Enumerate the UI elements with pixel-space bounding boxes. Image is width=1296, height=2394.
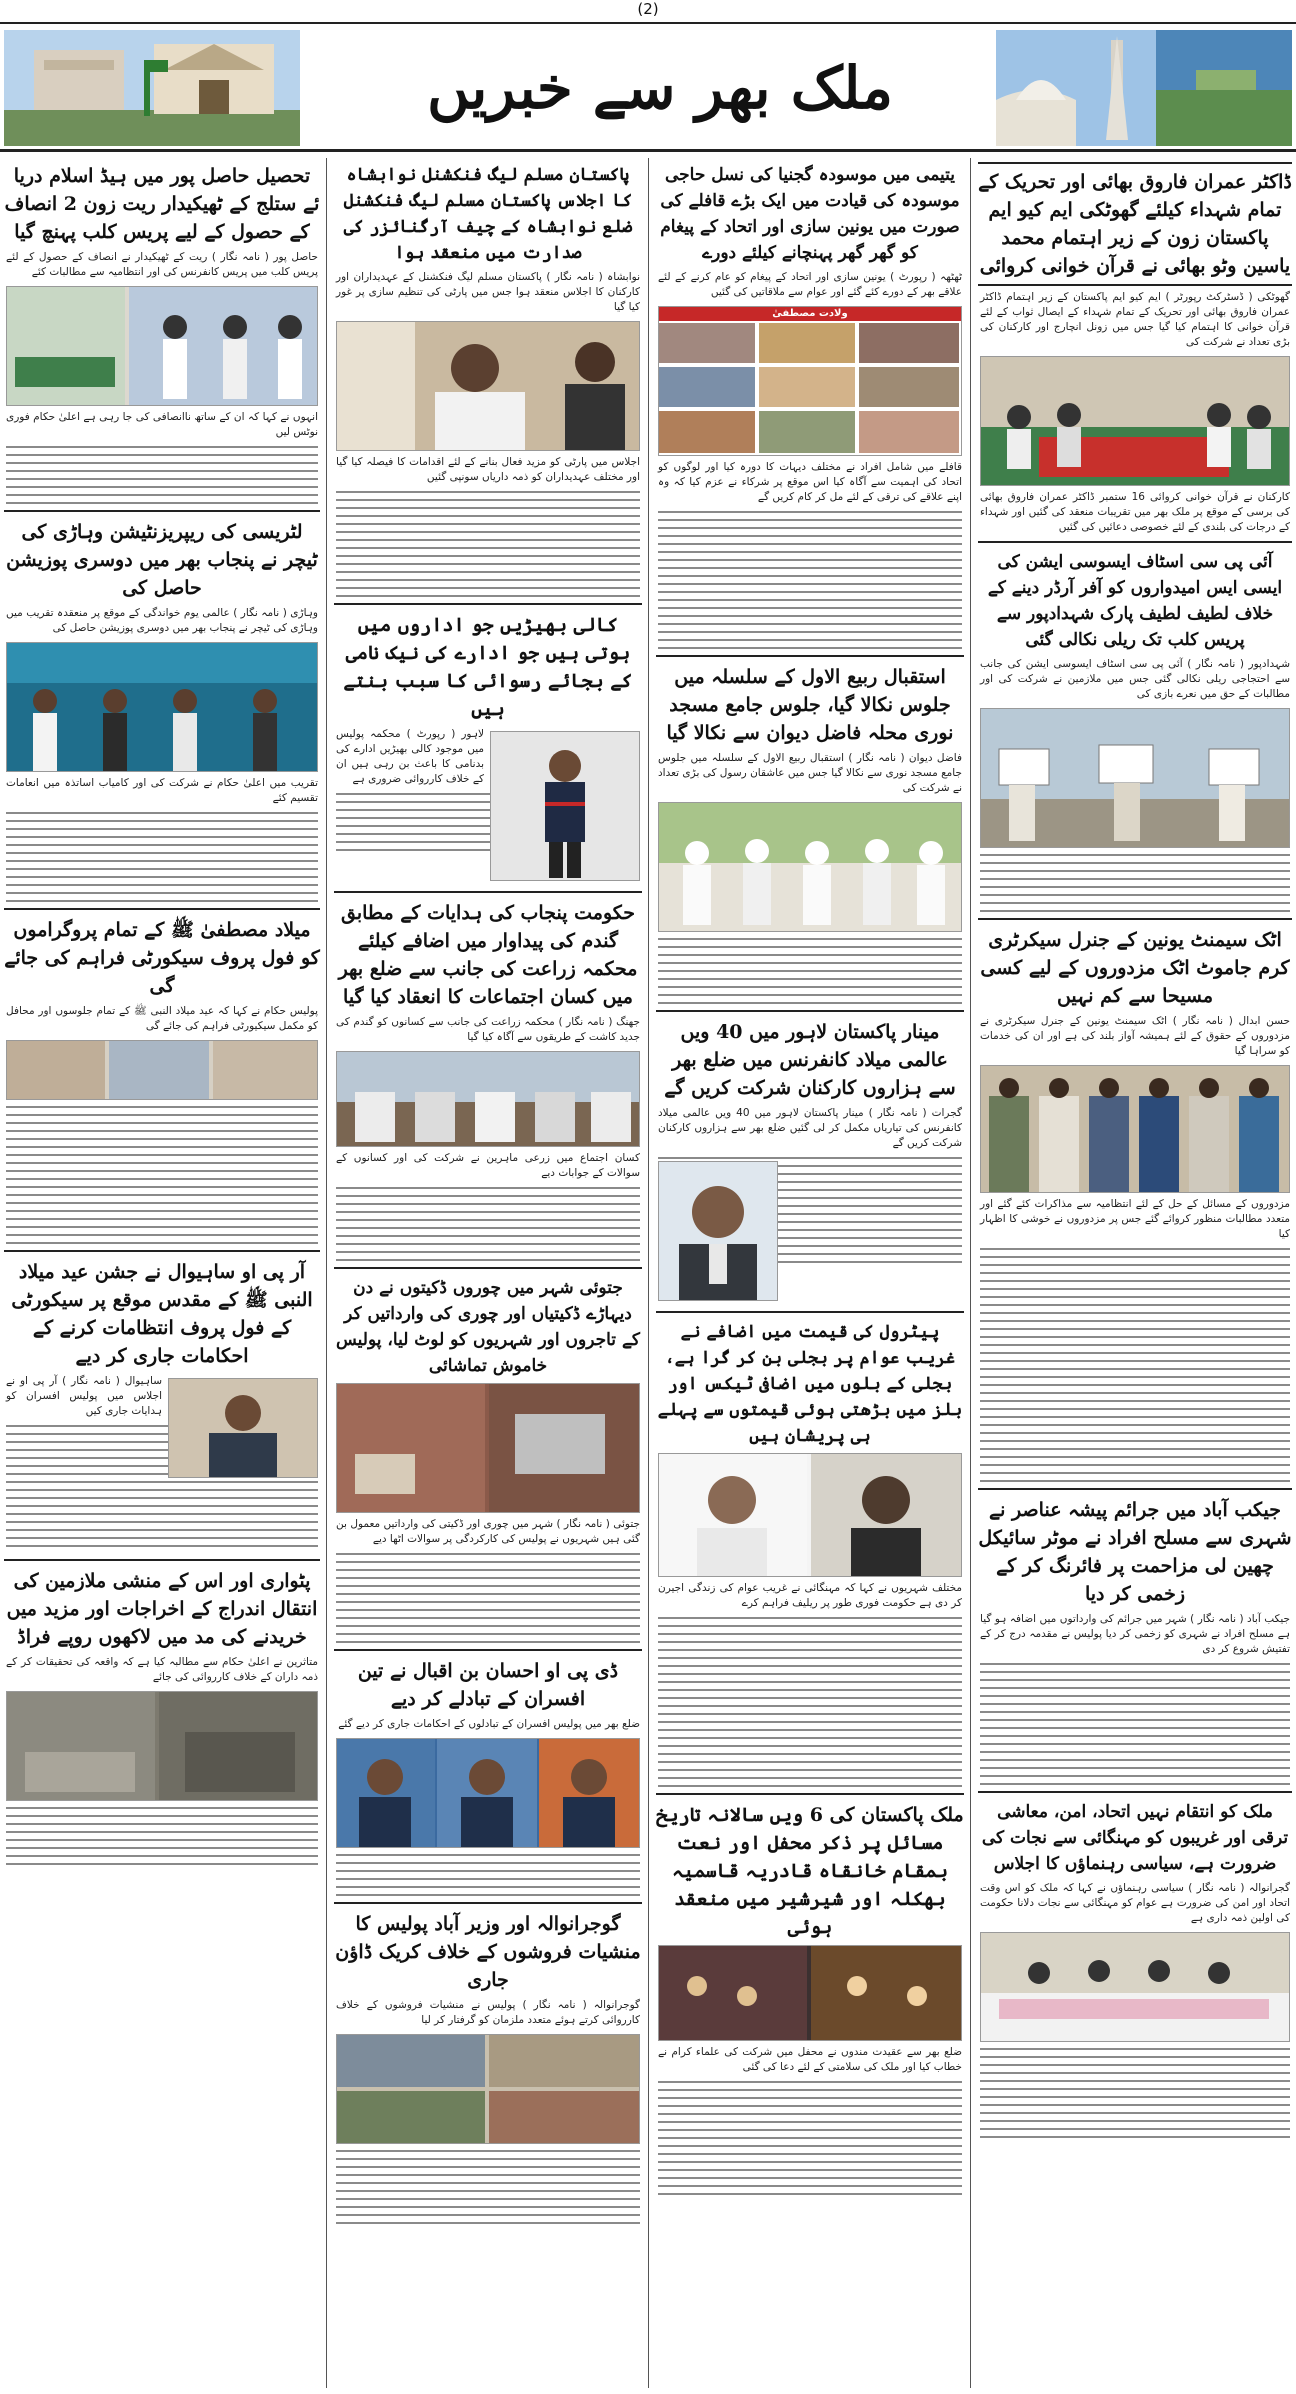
- column-3: [330, 158, 646, 2388]
- masthead-photo-collage-right: [4, 30, 324, 146]
- photo-procession: [658, 802, 962, 932]
- text-lines: [980, 2048, 1290, 2138]
- text-lines: [6, 812, 318, 902]
- page-number: (2): [637, 0, 659, 18]
- divider: [4, 510, 320, 512]
- photo-security-meeting: [6, 1040, 318, 1100]
- article-text: حاصل پور ( نامہ نگار ) ریت کے ٹھیکیدار نے انصاف کے حصول کے لئے پریس کلب میں پریس کانفرنس کی اور انتظامیہ سے مطالبات کئے: [6, 251, 318, 278]
- divider: [334, 1267, 642, 1269]
- photo-banner: ولادت مصطفیٰ: [772, 308, 848, 319]
- column-divider: [648, 158, 649, 2388]
- photo-workers: [980, 1065, 1290, 1193]
- photo-politicians: [336, 321, 640, 451]
- divider: [656, 1010, 964, 1012]
- photo-collage-event: [658, 306, 962, 456]
- article-text: گجرانوالہ ( نامہ نگار ) سیاسی رہنماؤں نے کہا کہ ملک کو اس وقت اتحاد اور امن کی ضرورت ہے عوام کو مہنگائی سے نجات دلانا حکومت کی اولین ذمہ داری ہے: [980, 1882, 1290, 1924]
- photo-robbery-scene: [336, 1383, 640, 1513]
- article-text: جھنگ ( نامہ نگار ) محکمہ زراعت کی جانب سے کسانوں کو گندم کی جدید کاشت کے طریقوں سے آگاہ کیا گیا: [336, 1016, 640, 1043]
- text-lines: [336, 2150, 640, 2224]
- text-lines: [6, 1106, 318, 1244]
- article-text: ضلع بھر میں پولیس افسران کے تبادلوں کے احکامات جاری کر دیے گئے: [338, 1718, 640, 1730]
- headline: تحصیل حاصل پور میں ہیڈ اسلام دریا ئے ستلج کے ٹھیکیدار ریت زون 2 انصاف کے حصول کے لیے پریس کلب پہنچ گیا: [4, 165, 320, 243]
- article-text: ساہیوال ( نامہ نگار ) آر پی او نے اجلاس میں پولیس افسران کو ہدایات جاری کیں: [6, 1375, 162, 1417]
- headline: لٹریسی کی ریپریزنٹیشن وہاڑی کی ٹیچر نے پنجاب بھر میں دوسری پوزیشن حاصل کی: [6, 521, 318, 599]
- headline: ڈاکٹر عمران فاروق بھائی اور تحریک کے تمام شہداء کیلئے گھوٹکی ایم کیو ایم پاکستان زون کے زیر اہتمام محمد یاسین وٹو بھائی نے قرآن خوانی کروائی: [978, 162, 1292, 286]
- photo-land-record: [6, 1691, 318, 1801]
- headline: یتیمی میں موسودہ گجنیا کی نسل حاجی موسودہ کی قیادت میں ایک بڑے قافلے کی صورت میں یونین سازی اور اتحاد کے پیغام کو گھر گھر پہنچانے کیلئے دورے: [660, 165, 960, 263]
- headline: پٹواری اور اس کے منشی ملازمین کی انتقال اندراج کے اخراجات اور مزید میں خریدنے کی مد میں لاکھوں روپے فراڈ: [6, 1570, 318, 1648]
- headline: آر پی او ساہیوال نے جشن عید میلاد النبی ﷺ کے مقدس موقع پر سیکورٹی کے فول پروف انتظامات کرنے کے احکامات جاری کر دیے: [11, 1261, 313, 1367]
- article-text: شہدادپور ( نامہ نگار ) آئی پی سی اسٹاف ایسوسی ایشن کی جانب سے احتجاجی ریلی نکالی گئی جس میں ملازمین نے شرکت کی اور مطالبات کے حق میں نعرے بازی کی: [980, 658, 1290, 700]
- article-text: گھوٹکی ( ڈسٹرکٹ رپورٹر ) ایم کیو ایم پاکستان کے زیر اہتمام ڈاکٹر عمران فاروق بھائی اور تحریک کے تمام شہداء کے ایصال ثواب کے لئے قرآن خوانی کا اہتمام کیا گیا جس میں زونل انچارج اور کارکنان کی بڑی تعداد نے شرکت کی: [980, 291, 1290, 348]
- photo-rpo-portrait: [168, 1378, 318, 1478]
- article-text: وہاڑی ( نامہ نگار ) عالمی یوم خواندگی کے موقع پر منعقدہ تقریب میں وہاڑی کی ٹیچر نے پنجاب بھر میں دوسری پوزیشن حاصل کی: [6, 607, 318, 634]
- divider: [656, 1793, 964, 1795]
- headline: جیکب آباد میں جرائم پیشہ عناصر نے شہری سے مسلح افراد نے موٹر سائیکل چھین لی مزاحمت پر فائرنگ کر کے زخمی کر دیا: [978, 1499, 1292, 1605]
- article-text: حسن ابدال ( نامہ نگار ) اٹک سیمنٹ یونین کے جنرل سیکرٹری نے مزدوروں کے حقوق کے لئے ہمیشہ آواز بلند کی ہے اور ان کی خدمات کو سراہا گیا: [980, 1015, 1290, 1057]
- article-text: کسان اجتماع میں زرعی ماہرین نے شرکت کی اور کسانوں کے سوالات کے جوابات دیے: [336, 1152, 640, 1179]
- photo-meeting: [980, 1932, 1290, 2042]
- article-text: جتوئی ( نامہ نگار ) شہر میں چوری اور ڈکیتی کی وارداتیں معمول بن گئی ہیں شہریوں نے پولیس کی کارکردگی پر سوالات اٹھا دیے: [336, 1518, 640, 1545]
- divider: [978, 1791, 1292, 1793]
- masthead-photo-collage-left: [996, 30, 1292, 146]
- headline: ملک کو انتقام نہیں اتحاد، امن، معاشی ترقی اور غریبوں کو مہنگائی سے نجات کی ضرورت ہے، سیاسی رہنماؤں کا اجلاس: [981, 1802, 1289, 1874]
- column-1: [974, 158, 1296, 2388]
- text-lines: [658, 1617, 962, 1787]
- article-text: گوجرانوالہ ( نامہ نگار ) پولیس نے منشیات فروشوں کے خلاف کارروائی کرتے ہوئے متعدد ملزمان کو گرفتار کر لیا: [336, 1999, 640, 2026]
- text-lines: [6, 1807, 318, 1865]
- photo-rally: [980, 708, 1290, 848]
- headline: میلاد مصطفیٰ ﷺ کے تمام پروگراموں کو فول پروف سیکورٹی فراہم کی جائے گی: [4, 919, 320, 997]
- article-text: انہوں نے کہا کہ ان کے ساتھ ناانصافی کی جا رہی ہے اعلیٰ حکام فوری نوٹس لیں: [6, 411, 318, 438]
- photo-press-club: [6, 286, 318, 406]
- article-text: اجلاس میں پارٹی کو مزید فعال بنانے کے لئے اقدامات کا فیصلہ کیا گیا اور مختلف عہدیداران کو ذمہ داریاں سونپی گئیں: [336, 456, 640, 483]
- headline: مینار پاکستان لاہور میں 40 ویں عالمی میلاد کانفرنس میں ضلع بھر سے ہزاروں کارکنان شرکت کریں گے: [664, 1021, 956, 1099]
- divider: [334, 1649, 642, 1651]
- column-divider: [326, 158, 327, 2388]
- text-lines: [336, 1553, 640, 1643]
- article-text: گجرات ( نامہ نگار ) مینار پاکستان لاہور میں 40 ویں عالمی میلاد کانفرنس کی تیاریاں مکمل کر لی گئیں ضلع بھر سے ہزاروں کارکنان شرکت کریں گے: [658, 1107, 962, 1149]
- article-text: نوابشاہ ( نامہ نگار ) پاکستان مسلم لیگ فنکشنل کے عہدیداران اور کارکنان کا اجلاس منعقد ہوا جس میں پارٹی کی تنظیم سازی پر غور کیا گیا: [336, 271, 640, 313]
- divider: [656, 655, 964, 657]
- article-text: ٹھٹھہ ( رپورٹ ) یونین سازی اور اتحاد کے پیغام کو عام کرنے کے لئے علاقے بھر کے دورے کئے گئے اور عوام سے ملاقاتیں کی گئیں: [658, 271, 962, 298]
- photo-three-officers: [336, 1738, 640, 1848]
- text-lines: [658, 938, 962, 1004]
- article-text: پولیس حکام نے کہا کہ عید میلاد النبی ﷺ کے تمام جلوسوں اور محافل کو مکمل سیکیورٹی فراہم کی جائے گی: [6, 1005, 318, 1032]
- divider: [334, 1902, 642, 1904]
- divider: [4, 1250, 320, 1252]
- column-divider: [970, 158, 971, 2388]
- article-text: لاہور ( رپورٹ ) محکمہ پولیس میں موجود کالی بھیڑیں ادارے کی بدنامی کا باعث بن رہی ہیں ان کے خلاف کارروائی ضروری ہے: [336, 728, 484, 785]
- headline: اٹک سیمنٹ یونین کے جنرل سیکرٹری کرم جاموٹ اٹک مزدوروں کے لیے کسی مسیحا سے کم نہیں: [980, 929, 1290, 1007]
- photo-crackdown: [336, 2034, 640, 2144]
- photo-gathering: [980, 356, 1290, 486]
- article-text: ضلع بھر سے عقیدت مندوں نے محفل میں شرکت کی علماء کرام نے خطاب کیا اور ملک کی سلامتی کے لئے دعا کی گئی: [658, 2046, 962, 2073]
- photo-two-portraits: [658, 1453, 962, 1577]
- divider: [978, 541, 1292, 543]
- divider: [656, 1311, 964, 1313]
- article-text: مختلف شہریوں نے کہا کہ مہنگائی نے غریب عوام کی زندگی اجیرن کر دی ہے حکومت فوری طور پر ریلیف فراہم کرے: [658, 1582, 962, 1609]
- divider: [978, 1488, 1292, 1490]
- masthead: [0, 22, 1296, 152]
- text-lines: [336, 1854, 640, 1896]
- headline: جتوئی شہر میں چوروں ڈکیتوں نے دن دیہاڑے ڈکیتیاں اور چوری کی وارداتیں کر کے تاجروں اور شہریوں کو لوٹ لیا، پولیس خاموش تماشائی: [335, 1278, 641, 1376]
- text-lines: [6, 446, 318, 504]
- headline: استقبال ربیع الاول کے سلسلہ میں جلوس نکالا گیا، جلوس جامع مسجد نوری محلہ فاضل دیوان سے نکالا گیا: [666, 666, 954, 744]
- text-lines: [980, 1663, 1290, 1785]
- text-lines: [658, 2081, 962, 2195]
- text-lines: [658, 511, 962, 649]
- article-text: جیکب آباد ( نامہ نگار ) شہر میں جرائم کی وارداتوں میں اضافہ ہو گیا ہے مسلح افراد نے شہری کو زخمی کر دیا پولیس نے مقدمہ درج کر کے تفتیش شروع کر دی: [980, 1613, 1290, 1655]
- headline: کالی بھیڑیں جو اداروں میں ہوتی ہیں جو ادارے کی نیک نامی کے بجائے رسوائی کا سبب بنتے ہیں: [343, 614, 633, 720]
- article-text: فاضل دیوان ( نامہ نگار ) استقبال ربیع الاول کے سلسلہ میں جلوس جامع مسجد نوری سے نکالا گیا جس میں عاشقان رسول کی بڑی تعداد نے شرکت کی: [658, 752, 962, 794]
- photo-award-ceremony: [6, 642, 318, 772]
- headline: آئی پی سی اسٹاف ایسوسی ایشن کی ایسی ایس امیدواروں کو آفر آرڈر دینے کے خلاف لطیف لطیف پارک شہدادپور سے پریس کلب تک ریلی نکالی گئی: [987, 552, 1283, 650]
- headline: حکومت پنجاب کی ہدایات کے مطابق گندم کی پیداوار میں اضافے کیلئے محکمہ زراعت کی جانب سے ضلع بھر میں کسان اجتماعات کا انعقاد کیا گیا: [338, 902, 638, 1008]
- headline: پیٹرول کی قیمت میں اضافے نے غریب عوام پر بجلی بن کر گرا ہے، بجلی کے بلوں میں اضافی ٹیکس اور بلز میں بڑھتی ہوئی قیمتوں سے پہلے ہی پریشان ہیں: [657, 1322, 963, 1446]
- photo-gathering-night: [658, 1945, 962, 2041]
- headline: پاکستان مسلم لیگ فنکشنل نوابشاہ کا اجلاس پاکستان مسلم لیگ فنکشنل ضلع نوابشاہ کے چیف آرگنائزر کی صدارت میں منعقد ہوا: [343, 165, 633, 263]
- column-4: [0, 158, 324, 2388]
- masthead-title: ملک بھر سے خبریں: [427, 54, 893, 122]
- text-lines: [336, 491, 640, 597]
- article-text: قافلے میں شامل افراد نے مختلف دیہات کا دورہ کیا اور لوگوں کو اتحاد کی اہمیت سے آگاہ کیا اس موقع پر شرکاء نے عزم کیا کہ وہ اپنے علاقے کی ترقی کے لئے مل کر کام کریں گے: [658, 461, 962, 503]
- text-lines: [980, 1248, 1290, 1482]
- divider: [334, 891, 642, 893]
- photo-portrait: [658, 1161, 778, 1301]
- article-text: مزدوروں کے مسائل کے حل کے لئے انتظامیہ سے مذاکرات کئے گئے اور متعدد مطالبات منظور کروائے گئے جس پر مزدوروں نے خوشی کا اظہار کیا: [980, 1198, 1290, 1240]
- text-lines: [336, 1187, 640, 1261]
- headline: گوجرانوالہ اور وزیر آباد پولیس کا منشیات فروشوں کے خلاف کریک ڈاؤن جاری: [335, 1913, 641, 1991]
- article-text: کارکنان نے قرآن خوانی کروائی 16 ستمبر ڈاکٹر عمران فاروق بھائی کی برسی کے موقع پر ملک بھر میں تقریبات منعقد کی گئیں اور شہداء کے درجات کی بلندی کے لئے خصوصی دعائیں کی گئیں: [980, 491, 1290, 533]
- divider: [4, 1559, 320, 1561]
- divider: [334, 603, 642, 605]
- divider: [4, 908, 320, 910]
- photo-farmers-gathering: [336, 1051, 640, 1147]
- photo-police-officer: [490, 731, 640, 881]
- column-2: [652, 158, 968, 2388]
- article-text: متاثرین نے اعلیٰ حکام سے مطالبہ کیا ہے کہ واقعہ کی تحقیقات کر کے ذمہ داران کے خلاف کارروائی کی جائے: [6, 1656, 318, 1683]
- divider: [978, 918, 1292, 920]
- article-text: تقریب میں اعلیٰ حکام نے شرکت کی اور کامیاب اساتذہ میں انعامات تقسیم کئے: [6, 777, 318, 804]
- headline: ڈی پی او احسان بن اقبال نے تین افسران کے تبادلے کر دیے: [357, 1660, 619, 1710]
- text-lines: [980, 854, 1290, 912]
- headline: ملک پاکستان کی 6 ویں سالانہ تاریخ مسائل پر ذکر محفل اور نعت بمقام خانقاہ قادریہ قاسمیہ بھکلہ اور شیرشیر میں منعقد ہوئی: [656, 1804, 964, 1938]
